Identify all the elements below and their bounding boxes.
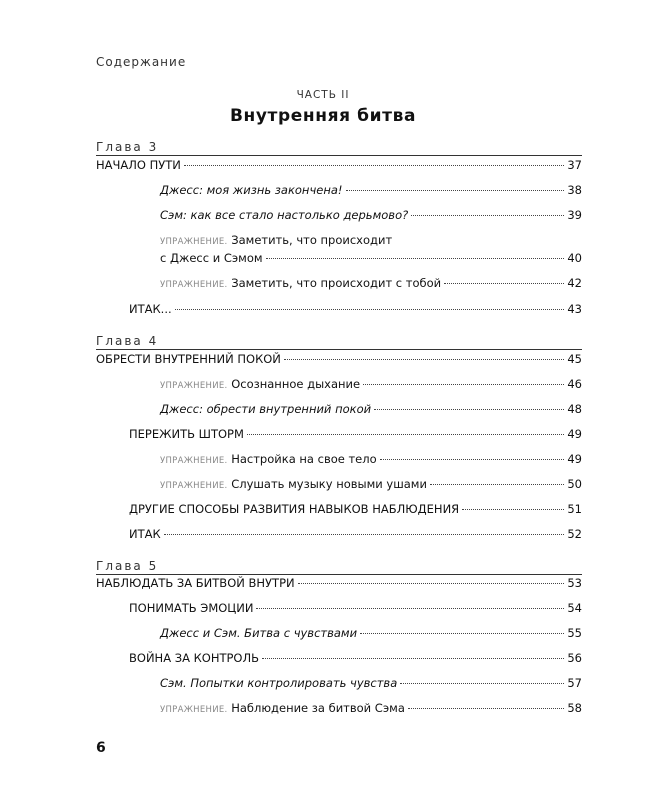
toc-entry-title: ИТАК...: [129, 302, 172, 316]
chapter-label: Глава 4: [96, 334, 159, 348]
toc-entry-page: 56: [567, 651, 582, 665]
leader-dots: [247, 434, 564, 435]
toc-entry-title-continued: с Джесс и Сэмом: [160, 251, 263, 265]
toc-entry[interactable]: [160, 276, 582, 294]
exercise-prefix: УПРАЖНЕНИЕ.: [160, 705, 228, 715]
toc-entry-title: ВОЙНА ЗА КОНТРОЛЬ: [129, 651, 260, 665]
toc-entry[interactable]: [129, 502, 582, 520]
toc-entry[interactable]: [160, 377, 582, 395]
leader-dots: [284, 359, 564, 360]
toc-entry-page: 51: [567, 502, 582, 516]
leader-dots: [298, 583, 565, 584]
toc-entry-exercise-line1[interactable]: [160, 233, 392, 247]
toc-entry-title: НАБЛЮДАТЬ ЗА БИТВОЙ ВНУТРИ: [96, 576, 295, 590]
toc-entry-title: ОБРЕСТИ ВНУТРЕННИЙ ПОКОЙ: [96, 352, 281, 366]
leader-dots: [184, 165, 564, 166]
chapter-divider: [96, 574, 582, 575]
toc-entry-title: ИТАК: [129, 527, 161, 541]
toc-entry[interactable]: [129, 651, 582, 669]
toc-entry-title: Осознанное дыхание: [231, 377, 361, 391]
toc-entry-page: 43: [567, 302, 582, 316]
toc-entry-page: 53: [567, 576, 582, 590]
toc-entry-page: 40: [567, 251, 582, 265]
leader-dots: [430, 484, 564, 485]
leader-dots: [175, 309, 565, 310]
toc-entry-page: 38: [567, 183, 582, 197]
toc-entry-title: Наблюдение за битвой Сэма: [231, 701, 405, 715]
toc-entry[interactable]: [129, 527, 582, 545]
leader-dots: [164, 534, 565, 535]
exercise-prefix: УПРАЖНЕНИЕ.: [160, 381, 228, 391]
running-header: Содержание: [96, 55, 187, 69]
toc-entry[interactable]: [160, 251, 582, 269]
toc-entry[interactable]: [160, 402, 582, 420]
toc-entry-page: 58: [567, 701, 582, 715]
chapter-divider: [96, 155, 582, 156]
leader-dots: [411, 215, 564, 216]
toc-entry-page: 49: [567, 452, 582, 466]
leader-dots: [346, 190, 565, 191]
exercise-prefix: УПРАЖНЕНИЕ.: [160, 280, 228, 290]
page-number: 6: [96, 740, 106, 756]
toc-entry-title: Заметить, что происходит с тобой: [231, 276, 442, 290]
toc-entry-page: 55: [567, 626, 582, 640]
toc-entry-page: 52: [567, 527, 582, 541]
toc-entry[interactable]: [160, 477, 582, 495]
toc-entry[interactable]: [160, 208, 582, 226]
leader-dots: [374, 409, 564, 410]
chapter-divider: [96, 349, 582, 350]
toc-entry-page: 48: [567, 402, 582, 416]
toc-entry[interactable]: [160, 676, 582, 694]
toc-entry[interactable]: [96, 576, 582, 594]
leader-dots: [363, 384, 564, 385]
leader-dots: [262, 658, 564, 659]
leader-dots: [380, 459, 565, 460]
toc-entry-page: 46: [567, 377, 582, 391]
toc-entry-title: Сэм. Попытки контролировать чувства: [160, 676, 398, 690]
part-label: ЧАСТЬ II: [296, 89, 350, 101]
leader-dots: [444, 283, 564, 284]
toc-entry[interactable]: [96, 158, 582, 176]
toc-entry[interactable]: [160, 452, 582, 470]
toc-entry-title: Настройка на свое тело: [231, 452, 377, 466]
toc-entry-title: Заметить, что происходит: [231, 233, 393, 247]
toc-entry-page: 50: [567, 477, 582, 491]
leader-dots: [462, 509, 564, 510]
toc-entry-title: Сэм: как все стало настолько дерьмово?: [160, 208, 409, 222]
toc-entry[interactable]: [129, 601, 582, 619]
toc-entry-title: Джесс и Сэм. Битва с чувствами: [160, 626, 358, 640]
toc-entry-title: ПЕРЕЖИТЬ ШТОРМ: [129, 427, 244, 441]
toc-entry-page: 37: [567, 158, 582, 172]
leader-dots: [408, 708, 564, 709]
toc-entry-title: ДРУГИЕ СПОСОБЫ РАЗВИТИЯ НАВЫКОВ НАБЛЮДЕНИЯ: [129, 502, 460, 516]
toc-entry[interactable]: [96, 352, 582, 370]
leader-dots: [256, 608, 564, 609]
toc-entry-page: 42: [567, 276, 582, 290]
leader-dots: [400, 683, 564, 684]
toc-entry-title: Слушать музыку новыми ушами: [231, 477, 427, 491]
toc-entry-title: НАЧАЛО ПУТИ: [96, 158, 181, 172]
toc-entry-title: Джесс: моя жизнь закончена!: [160, 183, 343, 197]
leader-dots: [266, 258, 565, 259]
toc-entry-page: 45: [567, 352, 582, 366]
exercise-prefix: УПРАЖНЕНИЕ.: [160, 237, 228, 247]
chapter-label: Глава 5: [96, 559, 159, 573]
toc-entry-page: 54: [567, 601, 582, 615]
toc-entry-page: 49: [567, 427, 582, 441]
toc-entry[interactable]: [160, 626, 582, 644]
exercise-prefix: УПРАЖНЕНИЕ.: [160, 481, 228, 491]
part-title: Внутренняя битва: [229, 106, 417, 126]
exercise-prefix: УПРАЖНЕНИЕ.: [160, 456, 228, 466]
toc-entry-title: ПОНИМАТЬ ЭМОЦИИ: [129, 601, 254, 615]
toc-entry[interactable]: [160, 183, 582, 201]
toc-entry-page: 39: [567, 208, 582, 222]
chapter-label: Глава 3: [96, 140, 159, 154]
leader-dots: [360, 633, 564, 634]
toc-entry-page: 57: [567, 676, 582, 690]
toc-entry-title: Джесс: обрести внутренний покой: [160, 402, 372, 416]
toc-entry[interactable]: [160, 701, 582, 719]
toc-entry[interactable]: [129, 302, 582, 320]
toc-entry[interactable]: [129, 427, 582, 445]
